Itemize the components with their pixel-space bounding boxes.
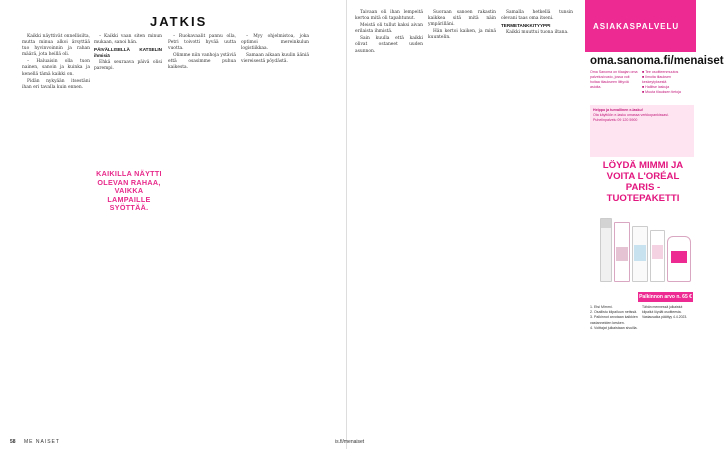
list-item: ■ Ilmoita tilauksen keskeytyksestä (642, 75, 694, 85)
subhead: PÄIVÄLLISELLÄ KATSELIN ihmisiä (94, 47, 162, 59)
article-column-1 (22, 34, 90, 434)
section-label: JATKIS (150, 14, 208, 29)
oma-sanoma-link[interactable]: oma.sanoma.fi/menaiset (590, 55, 724, 67)
article-column-5 (355, 10, 423, 410)
paragraph: – Kaikki vaan siten minun mukaan, sanoi hän. (94, 34, 162, 46)
left-page (0, 0, 347, 449)
list-item: 3. Palkinnot arvotaan kaikkien vastanneiden kesken. (590, 315, 638, 325)
list-item: 2. Osallistu kilpailuun netissä. (590, 310, 638, 315)
product-bottle-icon (600, 218, 612, 282)
list-item: ■ Tee osoitteenmuutos (642, 70, 694, 75)
list-item: 4. Voittajat julkaistaan sivuilla. (590, 325, 638, 330)
paragraph: Taivaan oli ihan lempeitä kertoa mitä oli tapahtunut. (355, 10, 423, 22)
paragraph: – Haluaisin olla tuon nainen, sanoin ja kuinka ja kenellä tämä kaikki on. (22, 59, 90, 77)
paragraph: – Myy ohjelmistoa, joka optimoi mereinkulun logistiikkaa. (241, 34, 309, 52)
pull-quote: KAIKILLA NÄYTTI OLEVAN RAHAA, VAIKKA LAMPAILLE SYÖTTÄÄ. (96, 169, 162, 213)
footer-site: is.fi/menaiset (335, 439, 365, 445)
paragraph: Samalla hetkellä tunsin olevani taas oma itseni. (501, 10, 573, 22)
magazine-name: ME NAISET (24, 439, 60, 445)
contest-rules: Tähän mennessä julkaistut kilpailut löydät osoitteesta. Vastausaika päättyy 4.4.2023. (642, 305, 688, 319)
paragraph: Samaan aikaan kuulin ääniä viereisestä pöydästä. (241, 53, 309, 65)
paragraph: Pidän nykyään itsestäni ihan eri tavalla kuin ennen. (22, 78, 90, 90)
paragraph: Meistä oli tullut kaksi aivan erilaista ihmistä. (355, 23, 423, 35)
product-bottle-icon (632, 226, 648, 282)
paragraph: Sain kuulla että kaikki olivat ostaneet uuden asunnon. (355, 36, 423, 54)
page-number-left: 58 (10, 439, 16, 445)
article-column-4 (241, 34, 309, 434)
subhead: TERMETANKKITYYPPI (501, 23, 551, 29)
paragraph: Kaikki muuttui tuona iltana. (506, 30, 569, 36)
product-bottle-icon (614, 222, 630, 282)
paragraph: Ehkä seuraava päivä olisi parempi. (94, 60, 162, 72)
help-title: Helppo ja turvallinen e-lasku! (593, 108, 643, 112)
banner-title: ASIAKASPALVELU (593, 22, 680, 31)
paragraph: Olimme niin vanhoja ystäviä että osasimme puhua kaikesta. (168, 53, 236, 71)
article-column-7 (501, 10, 573, 410)
paragraph: Kaikki näyttivät onnellisilta, mutta minua alkoi ärsyttää tuo hyvinvoinnin ja rahan määrä, jota heillä oli. (22, 34, 90, 58)
oma-services-list (642, 70, 694, 95)
customer-service-banner (585, 0, 696, 52)
paragraph: Suoraan sanoen rakastin kaikkea sitä mitä näin ympärilläni. (428, 10, 496, 28)
list-item: ■ Hallitse laskuja (642, 85, 694, 90)
contest-steps (590, 305, 638, 331)
oma-intro: Oma Sanoma on tilaajan oma palvelusivusto, jossa voit hoitaa tilaukseen liittyviä asioita. (590, 70, 638, 89)
help-phone: Puhelinpalvelu 09 120 5900 (593, 118, 638, 122)
help-text: Ota käyttöön e-lasku omassa verkkopankissasi. (593, 113, 669, 117)
prize-heading: LÖYDÄ MIMMI JA VOITA L'ORÉAL PARIS -TUOTEPAKETTI (602, 160, 684, 204)
article-column-2 (94, 34, 162, 434)
help-box (590, 105, 694, 157)
list-item: ■ Muuta tilauksen tietoja (642, 90, 694, 95)
paragraph: – Ruokavaalit pannu olla, Petri toivotti hyvää uutta vuotta. (168, 34, 236, 52)
paragraph: Hän kertoi kaiken, ja minä kuuntelin. (428, 29, 496, 41)
article-column-6 (428, 10, 496, 410)
product-bottle-icon (650, 230, 665, 282)
prize-worth-badge: Palkinnon arvo n. 65 € (639, 294, 692, 300)
article-column-3 (168, 34, 236, 434)
list-item: 1. Etsi Mimmi. (590, 305, 613, 309)
product-jar-icon (667, 236, 691, 282)
